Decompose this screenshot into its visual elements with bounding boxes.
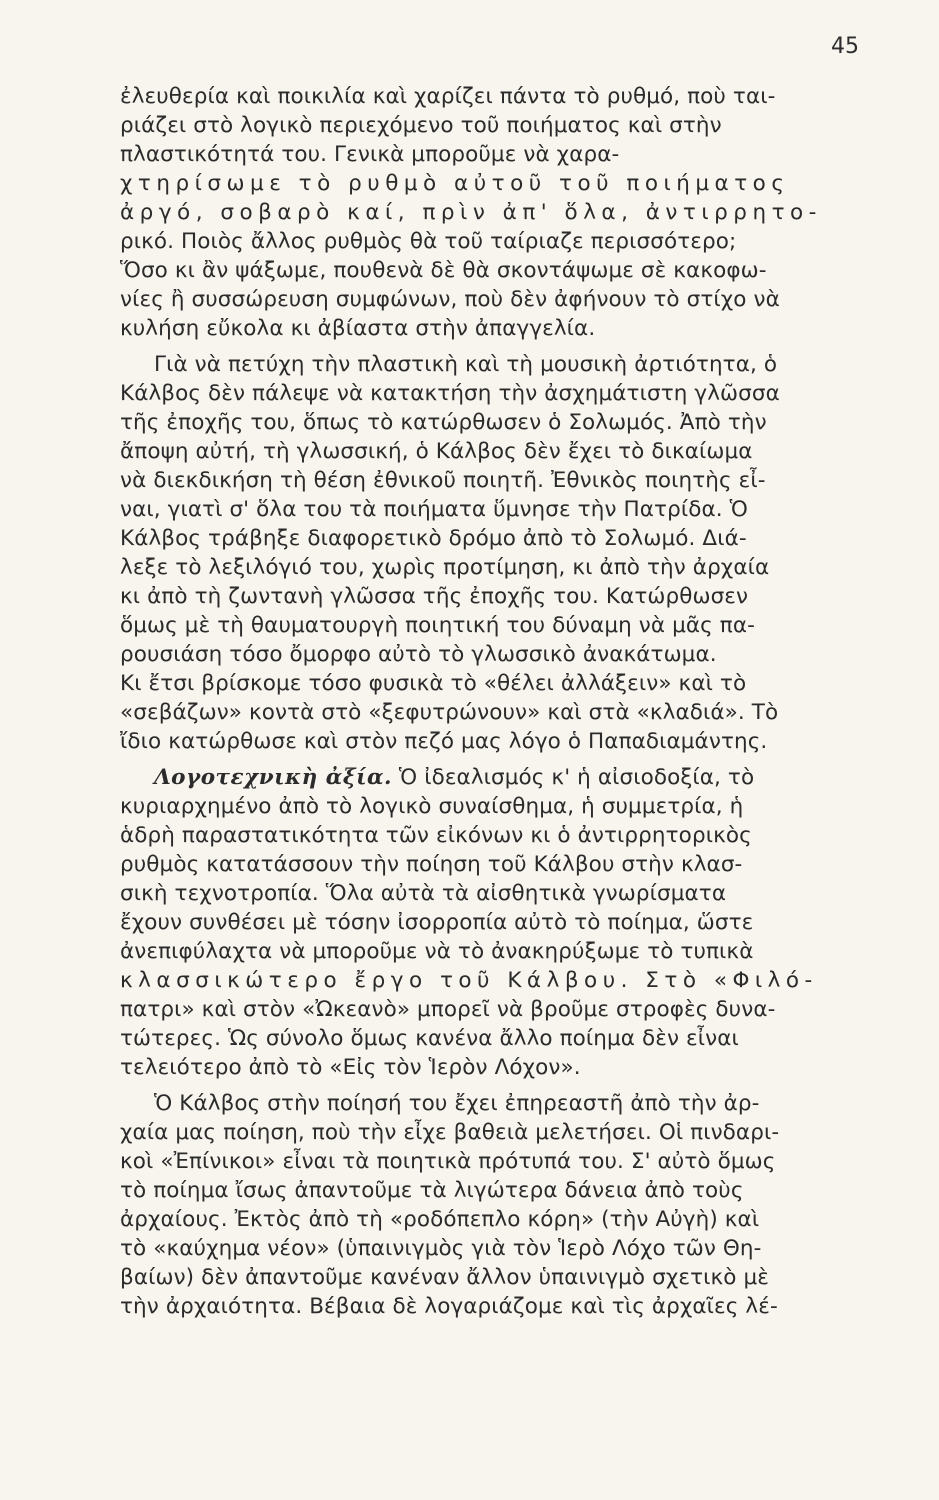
text-line: νὰ διεκδικήση τὴ θέση ἐθνικοῦ ποιητῆ. Ἐθνικὸς ποιητὴς εἶ- [120,468,766,493]
text-line: ἁδρὴ παραστατικότητα τῶν εἰκόνων κι ὁ ἀντιρρητορικὸς [120,823,752,848]
text-line: κι ἀπὸ τὴ ζωντανὴ γλῶσσα τῆς ἐποχῆς του. Κατώρθωσεν [120,584,749,609]
text-line [120,763,860,792]
text-line: ἴδιο κατώρθωσε καὶ στὸν πεζό μας λόγο ὁ Παπαδιαμάντης. [120,729,768,754]
text-line: σικὴ τεχνοτροπία. Ὅλα αὐτὰ τὰ αἰσθητικὰ γνωρίσματα [120,881,727,906]
body-text [120,82,860,1321]
text-line: τὸ ποίημα ἴσως ἀπαντοῦμε τὰ λιγώτερα δάνεια ἀπὸ τοὺς [120,1178,744,1203]
paragraph-1 [120,82,860,343]
page-number: 45 [831,34,859,59]
text-line: πλαστικότητά του. Γενικὰ μποροῦμε νὰ χαρα- [120,142,620,167]
text-line: Κι ἔτσι βρίσκομε τόσο φυσικὰ τὸ «θέλει ἀλλάξειν» καὶ τὸ [120,671,747,696]
text-run: Ὁ ἰδεαλισμός κ' ἡ αἰσιοδοξία, τὸ [392,765,755,790]
text-line: ἄποψη αὐτή, τὴ γλωσσική, ὁ Κάλβος δὲν ἔχει τὸ δικαίωμα [120,439,753,464]
text-line: Κάλβος δὲν πάλεψε νὰ κατακτήση τὴν ἀσχημάτιστη γλῶσσα [120,381,780,406]
text-line: τῆς ἐποχῆς του, ὅπως τὸ κατώρθωσεν ὁ Σολωμός. Ἀπὸ τὴν [120,410,767,435]
text-line: κλασσικώτερο ἔργο τοῦ Κάλβου. Στὸ «Φιλό- [120,968,818,993]
text-line: ρυθμὸς κατατάσσουν τὴν ποίηση τοῦ Κάλβου στὴν κλασ- [120,852,743,877]
paragraph-2 [120,350,860,756]
text-line: χαία μας ποίηση, ποὺ τὴν εἶχε βαθειὰ μελετήσει. Οἱ πινδαρι- [120,1120,780,1145]
text-line: κοὶ «Ἐπίνικοι» εἶναι τὰ ποιητικὰ πρότυπά του. Σ' αὐτὸ ὅμως [120,1149,776,1174]
text-line: Ὁ Κάλβος στὴν ποίησή του ἔχει ἐπηρεαστῆ ἀπὸ τὴν ἀρ- [154,1091,760,1116]
text-line: κυριαρχημένο ἀπὸ τὸ λογικὸ συναίσθημα, ἡ συμμετρία, ἡ [120,794,744,819]
text-line: ριάζει στὸ λογικὸ περιεχόμενο τοῦ ποιήματος καὶ στὴν [120,113,722,138]
text-line: τὸ «καύχημα νέον» (ὑπαινιγμὸς γιὰ τὸν Ἱερὸ Λόχο τῶν Θη- [120,1236,762,1261]
text-line: νίες ἢ συσσώρευση συμφώνων, ποὺ δὲν ἀφήνουν τὸ στίχο νὰ [120,287,780,312]
text-line: βαίων) δὲν ἀπαντοῦμε κανέναν ἄλλον ὑπαινιγμὸ σχετικὸ μὲ [120,1265,769,1290]
text-line: ἐλευθερία καὶ ποικιλία καὶ χαρίζει πάντα τὸ ρυθμό, ποὺ ται- [120,84,776,109]
text-line: ἀργό, σοβαρὸ καί, πρὶν ἀπ' ὅλα, ἀντιρρητο- [120,200,822,225]
paragraph-3 [120,763,860,1082]
paragraph-4 [120,1089,860,1321]
text-line: «σεβάζων» κοντὰ στὸ «ξεφυτρώνουν» καὶ στὰ «κλαδιά». Τὸ [120,700,779,725]
text-line: τελειότερο ἀπὸ τὸ «Εἰς τὸν Ἱερὸν Λόχον». [120,1055,581,1080]
text-line: πατρι» καὶ στὸν «Ὠκεανὸ» μπορεῖ νὰ βροῦμε στροφὲς δυνα- [120,997,776,1022]
text-line: τώτερες. Ὡς σύνολο ὅμως κανένα ἄλλο ποίημα δὲν εἶναι [120,1026,739,1051]
text-line: ἀρχαίους. Ἐκτὸς ἀπὸ τὴ «ροδόπεπλο κόρη» (τὴν Αὐγὴ) καὶ [120,1207,760,1232]
text-line: ἔχουν συνθέσει μὲ τόσην ἰσορροπία αὐτὸ τὸ ποίημα, ὥστε [120,910,754,935]
text-line: Γιὰ νὰ πετύχη τὴν πλαστικὴ καὶ τὴ μουσικὴ ἀρτιότητα, ὁ [154,352,778,377]
text-line: ρουσιάση τόσο ὄμορφο αὐτὸ τὸ γλωσσικὸ ἀνακάτωμα. [120,642,717,667]
text-line: κυλήση εὔκολα κι ἀβίαστα στὴν ἀπαγγελία. [120,316,596,341]
section-heading: Λογοτεχνικὴ ἀξία. [154,765,392,790]
text-line: ἀνεπιφύλαχτα νὰ μποροῦμε νὰ τὸ ἀνακηρύξωμε τὸ τυπικὰ [120,939,754,964]
text-line: τὴν ἀρχαιότητα. Βέβαια δὲ λογαριάζομε καὶ τὶς ἀρχαῖες λέ- [120,1294,778,1319]
text-line: ναι, γιατὶ σ' ὅλα του τὰ ποιήματα ὕμνησε τὴν Πατρίδα. Ὁ [120,497,748,522]
text-line: ρικό. Ποιὸς ἄλλος ρυθμὸς θὰ τοῦ ταίριαζε περισσότερο; [120,229,737,254]
text-line: ὅμως μὲ τὴ θαυματουργὴ ποιητική του δύναμη νὰ μᾶς πα- [120,613,755,638]
text-line: χτηρίσωμε τὸ ρυθμὸ αὐτοῦ τοῦ ποιήματος [120,171,790,196]
text-line: λεξε τὸ λεξιλόγιό του, χωρὶς προτίμηση, κι ἀπὸ τὴν ἀρχαία [120,555,770,580]
text-line: Ὅσο κι ἂν ψάξωμε, πουθενὰ δὲ θὰ σκοντάψωμε σὲ κακοφω- [120,258,767,283]
text-line: Κάλβος τράβηξε διαφορετικὸ δρόμο ἀπὸ τὸ Σολωμό. Διά- [120,526,747,551]
